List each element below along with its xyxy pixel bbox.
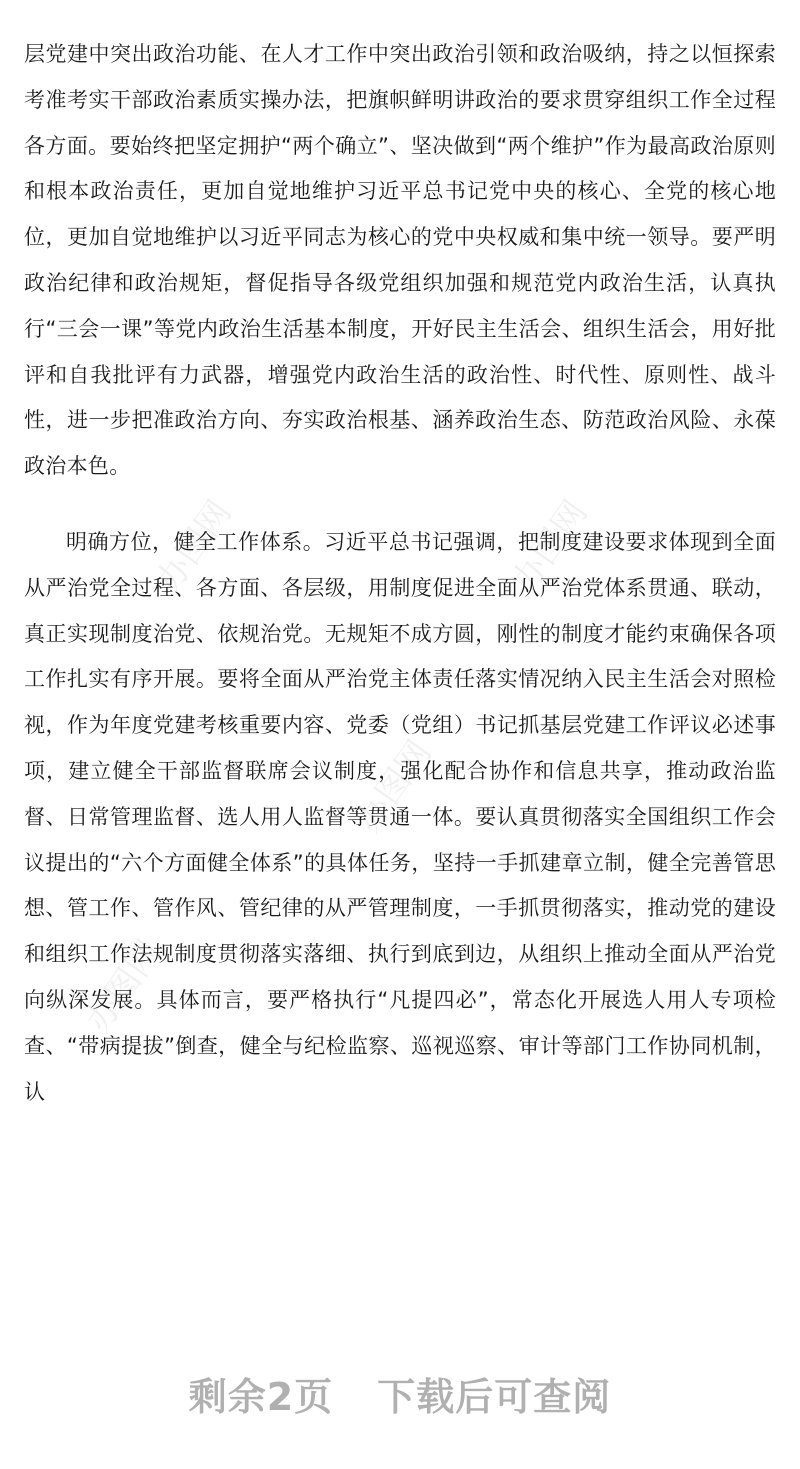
download-prompt[interactable]: [0, 1366, 800, 1420]
document-body: [24, 32, 776, 1115]
watermark: 办图网: [348, 733, 440, 840]
watermark: 办图网: [148, 493, 240, 600]
download-to-view-label[interactable]: 下载后可查阅: [377, 1374, 612, 1419]
watermark: 办图网: [504, 493, 596, 600]
paragraph: 层党建中突出政治功能、在人才工作中突出政治引领和政治吸纳，持之以恒探索考准考实干部政治素质实操办法，把旗帜鲜明讲政治的要求贯穿组织工作全过程各方面。要始终把坚定拥护“两个确立”、坚决做到“两个维护”作为最高政治原则和根本政治责任，更加自觉地维护习近平总书记党中央的核心、全党的核心地位，更加自觉地维护以习近平同志为核心的党中央权威和集中统一领导。要严明政治纪律和政治规矩，督促指导各级党组织加强和规范党内政治生活，认真执行“三会一课”等党内政治生活基本制度，开好民主生活会、组织生活会，用好批评和自我批评有力武器，增强党内政治生活的政治性、时代性、原则性、战斗性，进一步把准政治方向、夯实政治根基、涵养政治生态、防范政治风险、永葆政治本色。: [24, 42, 776, 479]
paragraph: 明确方位，健全工作体系。习近平总书记强调，把制度建设要求体现到全面从严治党全过程、各方面、各层级，用制度促进全面从严治党体系贯通、联动，真正实现制度治党、依规治党。无规矩不成方圆，刚性的制度才能约束确保各项工作扎实有序开展。要将全面从严治党主体责任落实情况纳入民主生活会对照检视，作为年度党建考核重要内容、党委（党组）书记抓基层党建工作评议必述事项，建立健全干部监督联席会议制度，强化配合协作和信息共享，推动政治监督、日常管理监督、选人用人监督等贯通一体。要认真贯彻落实全国组织工作会议提出的“六个方面健全体系”的具体任务，坚持一手抓建章立制，健全完善管思想、管工作、管作风、管纪律的从严管理制度，一手抓贯彻落实，推动党的建设和组织工作法规制度贯彻落实落细、执行到底到边，从组织上推动全面从严治党向纵深发展。具体而言，要严格执行“凡提四必”，常态化开展选人用人专项检查、“带病提拔”倒查，健全与纪检监察、巡视巡察、审计等部门工作协同机制，认: [24, 529, 776, 1104]
remaining-pages-label[interactable]: 剩余2页: [188, 1374, 334, 1419]
watermark: 办图网: [78, 933, 170, 1040]
